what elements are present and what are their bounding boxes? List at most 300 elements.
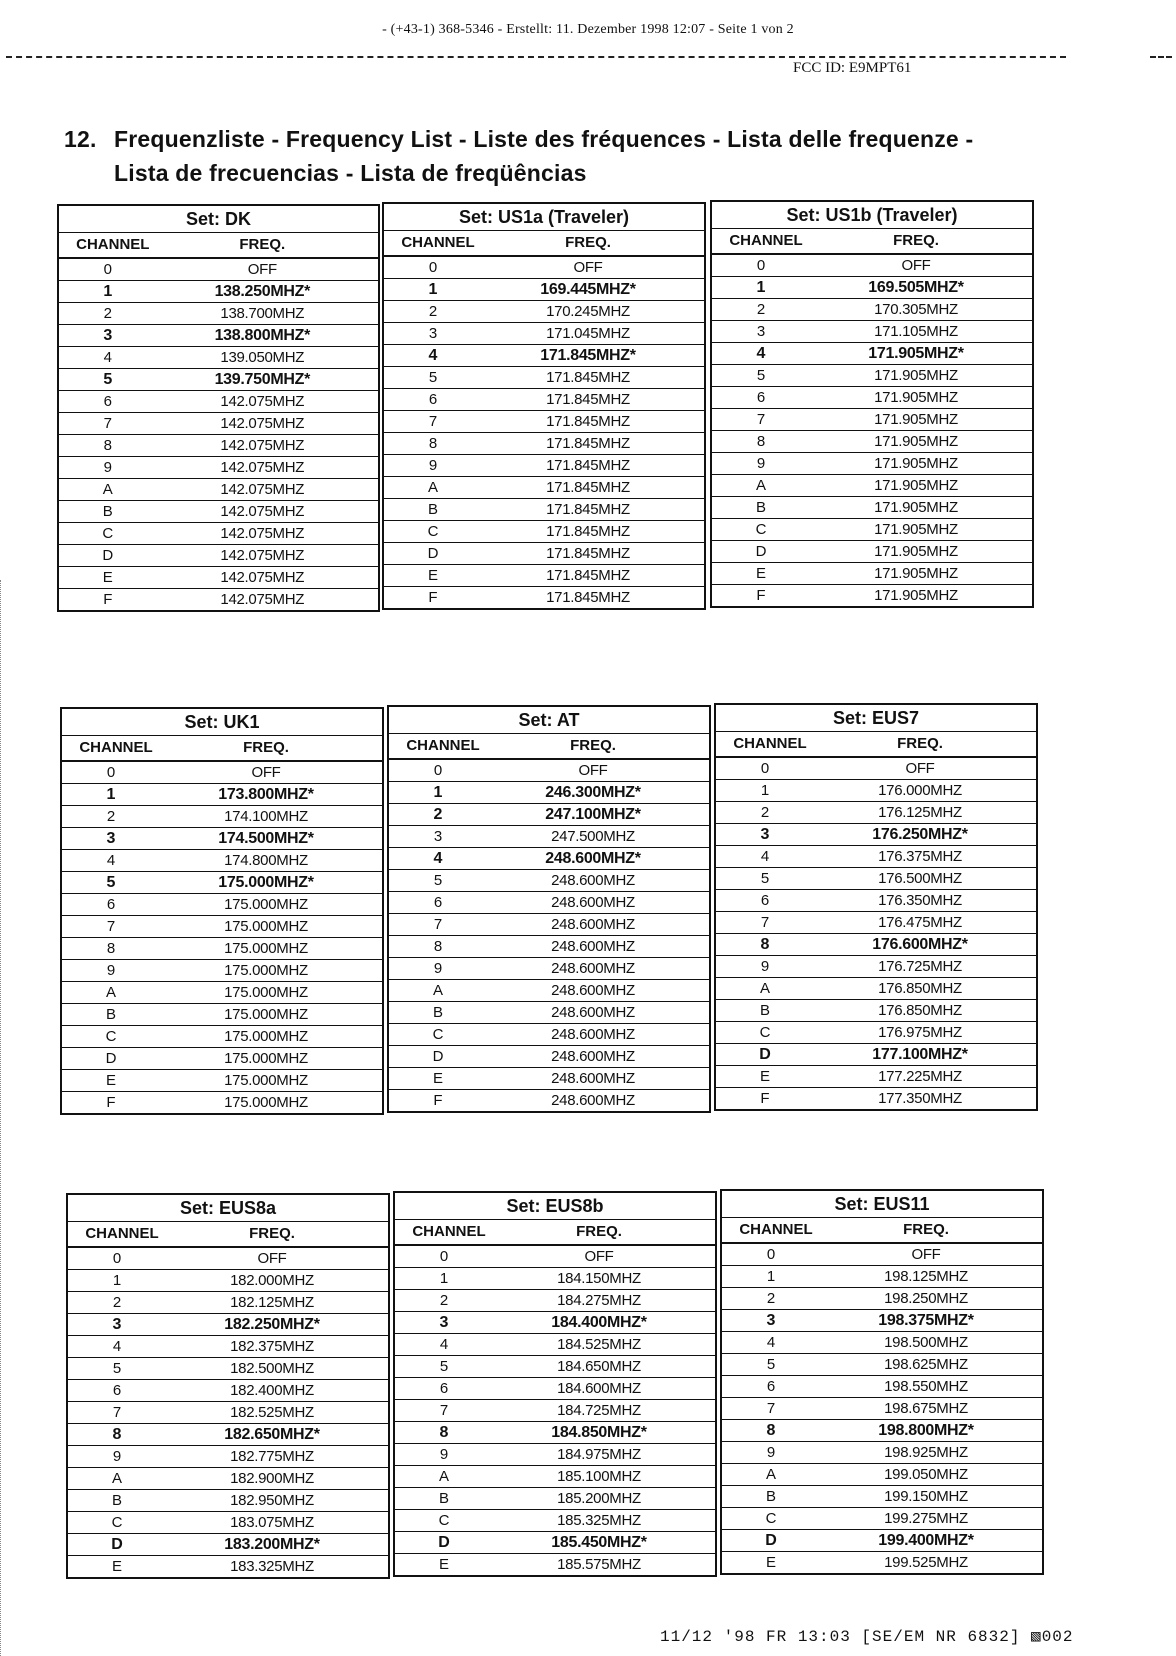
freq-cell: 248.600MHZ (551, 872, 635, 889)
freq-cell: 173.800MHZ* (218, 786, 314, 803)
table-row (712, 299, 1032, 321)
freq-cell: 175.000MHZ* (218, 874, 314, 891)
channel-cell: A (105, 984, 116, 1001)
table-row (716, 890, 1036, 912)
channel-cell: 7 (428, 413, 438, 430)
table-row (716, 780, 1036, 802)
freq-cell: 175.000MHZ (224, 984, 308, 1001)
freq-cell: 185.200MHZ (557, 1490, 641, 1507)
freq-cell: 171.905MHZ (874, 587, 958, 604)
channel-cell: B (765, 1488, 776, 1505)
table-set-title: Set: US1a (Traveler) (384, 204, 704, 231)
channel-cell: E (755, 565, 766, 582)
table-header-row (722, 1218, 1042, 1244)
freq-cell: 177.225MHZ (878, 1068, 962, 1085)
channel-cell: 1 (433, 784, 443, 801)
channel-cell: C (427, 523, 439, 540)
channel-cell: A (759, 980, 770, 997)
table-row (722, 1420, 1042, 1442)
table-set-title: Set: EUS7 (716, 705, 1036, 732)
channel-cell: 0 (756, 257, 766, 274)
table-row (389, 826, 709, 848)
channel-cell: F (103, 591, 113, 608)
channel-cell: 5 (103, 371, 113, 388)
channel-cell: 1 (103, 283, 113, 300)
table-row (59, 457, 378, 479)
table-row (722, 1464, 1042, 1486)
channel-header: CHANNEL (406, 737, 480, 754)
freq-cell: 142.075MHZ (220, 591, 305, 608)
freq-cell: 248.600MHZ (551, 1070, 635, 1087)
section-title-line1 (64, 122, 1144, 156)
freq-cell: OFF (911, 1246, 941, 1263)
table-row (712, 585, 1032, 606)
table-row (62, 1092, 382, 1113)
freq-cell: 185.450MHZ* (551, 1534, 647, 1551)
channel-cell: 1 (112, 1272, 122, 1289)
freq-cell: 248.600MHZ (551, 982, 635, 999)
table-row (389, 1090, 709, 1111)
freq-cell: 138.800MHZ* (214, 327, 310, 344)
freq-cell: 182.125MHZ (230, 1294, 314, 1311)
channel-cell: 0 (433, 762, 443, 779)
freq-cell: 139.050MHZ (220, 349, 305, 366)
dashed-separator-right (1150, 56, 1172, 58)
channel-cell: 3 (428, 325, 438, 342)
freq-cell: 174.500MHZ* (218, 830, 314, 847)
table-row (62, 960, 382, 982)
channel-cell: C (111, 1514, 123, 1531)
channel-header: CHANNEL (79, 739, 153, 756)
channel-cell: A (102, 481, 113, 498)
table-row (68, 1424, 388, 1446)
table-row (389, 848, 709, 870)
freq-cell: 248.600MHZ* (545, 850, 641, 867)
freq-cell: OFF (251, 764, 281, 781)
freq-cell: 182.650MHZ* (224, 1426, 320, 1443)
table-row (716, 1000, 1036, 1022)
table-header-row (68, 1222, 388, 1248)
freq-cell: 171.905MHZ (874, 411, 958, 428)
channel-cell: E (111, 1558, 122, 1575)
channel-cell: 9 (439, 1446, 449, 1463)
channel-header: CHANNEL (733, 735, 807, 752)
freq-cell: OFF (901, 257, 931, 274)
freq-cell: 171.905MHZ (874, 367, 958, 384)
table-row (716, 758, 1036, 780)
freq-cell: OFF (247, 261, 277, 278)
channel-cell: 0 (106, 764, 116, 781)
table-row (722, 1398, 1042, 1420)
freq-cell: 171.905MHZ (874, 521, 958, 538)
freq-cell: 175.000MHZ (224, 1006, 308, 1023)
table-row (712, 387, 1032, 409)
freq-cell: 171.845MHZ (546, 435, 630, 452)
table-row (716, 934, 1036, 956)
table-row (395, 1532, 715, 1554)
table-row (722, 1530, 1042, 1552)
table-row (62, 1048, 382, 1070)
frequency-table (387, 705, 711, 1113)
channel-cell: B (105, 1006, 116, 1023)
table-row (384, 433, 704, 455)
freq-cell: 170.245MHZ (546, 303, 630, 320)
channel-cell: A (765, 1466, 776, 1483)
channel-cell: 0 (428, 259, 438, 276)
channel-cell: A (755, 477, 766, 494)
freq-cell: 177.100MHZ* (872, 1046, 968, 1063)
channel-cell: E (438, 1556, 449, 1573)
channel-cell: 2 (106, 808, 116, 825)
scan-edge (0, 580, 3, 1656)
channel-cell: 3 (112, 1316, 122, 1333)
freq-cell: 171.905MHZ (874, 455, 958, 472)
channel-cell: 9 (760, 958, 770, 975)
channel-cell: 8 (106, 940, 116, 957)
table-row (395, 1554, 715, 1575)
channel-cell: 9 (428, 457, 438, 474)
table-header-row (389, 734, 709, 760)
table-row (395, 1444, 715, 1466)
section-title-line2: Lista de frecuencias - Lista de freqüências (114, 160, 587, 186)
channel-cell: B (111, 1492, 122, 1509)
freq-header: FREQ. (903, 1221, 949, 1238)
channel-cell: B (427, 501, 438, 518)
table-row (395, 1378, 715, 1400)
freq-cell: 184.975MHZ (557, 1446, 641, 1463)
table-row (716, 1066, 1036, 1088)
freq-cell: 198.925MHZ (884, 1444, 968, 1461)
channel-cell: 4 (756, 345, 766, 362)
freq-cell: 171.905MHZ (874, 565, 958, 582)
channel-cell: A (432, 982, 443, 999)
freq-cell: 174.800MHZ (224, 852, 308, 869)
channel-cell: 5 (428, 369, 438, 386)
channel-cell: 4 (760, 848, 770, 865)
table-row (384, 587, 704, 608)
freq-cell: 171.905MHZ (874, 499, 958, 516)
fax-footer: 11/12 '98 FR 13:03 [SE/EM NR 6832] ▧002 (660, 1628, 1074, 1646)
channel-cell: 0 (766, 1246, 776, 1263)
freq-cell: 199.400MHZ* (878, 1532, 974, 1549)
channel-cell: 2 (112, 1294, 122, 1311)
channel-cell: 6 (756, 389, 766, 406)
channel-cell: 8 (103, 437, 112, 454)
channel-cell: 6 (766, 1378, 776, 1395)
table-row (716, 802, 1036, 824)
channel-header: CHANNEL (401, 234, 475, 251)
table-row (384, 323, 704, 345)
channel-cell: 2 (103, 305, 112, 322)
freq-cell: 142.075MHZ (220, 393, 305, 410)
table-row (389, 892, 709, 914)
channel-cell: 3 (106, 830, 116, 847)
table-row (722, 1376, 1042, 1398)
table-row (722, 1266, 1042, 1288)
table-row (395, 1422, 715, 1444)
frequency-table (714, 703, 1038, 1111)
channel-cell: B (438, 1490, 449, 1507)
table-row (59, 369, 378, 391)
channel-cell: D (427, 545, 439, 562)
channel-cell: 2 (760, 804, 770, 821)
freq-cell: 176.375MHZ (878, 848, 962, 865)
channel-cell: 5 (756, 367, 766, 384)
table-row (712, 409, 1032, 431)
freq-cell: 175.000MHZ (224, 1094, 308, 1111)
freq-cell: 171.845MHZ* (540, 347, 636, 364)
freq-header: FREQ. (576, 1223, 622, 1240)
freq-header: FREQ. (239, 236, 286, 253)
channel-cell: 5 (433, 872, 443, 889)
channel-cell: F (106, 1094, 116, 1111)
freq-cell: 198.625MHZ (884, 1356, 968, 1373)
freq-cell: 198.250MHZ (884, 1290, 968, 1307)
channel-cell: 9 (106, 962, 116, 979)
table-row (395, 1400, 715, 1422)
table-row (712, 277, 1032, 299)
freq-cell: 171.845MHZ (546, 589, 630, 606)
freq-cell: 176.850MHZ (878, 980, 962, 997)
freq-cell: 171.045MHZ (546, 325, 630, 342)
freq-cell: 169.505MHZ* (868, 279, 964, 296)
channel-cell: 4 (428, 347, 438, 364)
table-row (59, 589, 378, 610)
table-row (62, 872, 382, 894)
channel-cell: 9 (112, 1448, 122, 1465)
freq-cell: 171.845MHZ (546, 457, 630, 474)
freq-cell: 176.350MHZ (878, 892, 962, 909)
channel-cell: 1 (760, 782, 770, 799)
channel-cell: 2 (766, 1290, 776, 1307)
table-row (59, 501, 378, 523)
freq-cell: 176.975MHZ (878, 1024, 962, 1041)
freq-cell: OFF (573, 259, 603, 276)
channel-cell: 0 (103, 261, 112, 278)
table-set-title: Set: EUS8a (68, 1195, 388, 1222)
channel-cell: 3 (433, 828, 443, 845)
freq-cell: 184.275MHZ (557, 1292, 641, 1309)
freq-cell: 185.100MHZ (557, 1468, 641, 1485)
freq-cell: 184.725MHZ (557, 1402, 641, 1419)
channel-cell: 1 (756, 279, 766, 296)
channel-cell: 2 (433, 806, 443, 823)
freq-cell: 184.150MHZ (557, 1270, 641, 1287)
freq-cell: 184.400MHZ* (551, 1314, 647, 1331)
channel-cell: 9 (756, 455, 766, 472)
channel-cell: 7 (103, 415, 112, 432)
channel-cell: E (759, 1068, 770, 1085)
freq-cell: OFF (257, 1250, 287, 1267)
channel-cell: D (765, 1532, 777, 1549)
channel-cell: C (755, 521, 767, 538)
channel-cell: 2 (439, 1292, 449, 1309)
table-row (59, 325, 378, 347)
channel-header: CHANNEL (729, 232, 803, 249)
channel-cell: 6 (433, 894, 443, 911)
table-row (712, 497, 1032, 519)
channel-cell: B (432, 1004, 443, 1021)
table-row (59, 259, 378, 281)
freq-cell: 176.600MHZ* (872, 936, 968, 953)
channel-cell: 7 (433, 916, 443, 933)
table-row (395, 1268, 715, 1290)
table-row (716, 1088, 1036, 1109)
dashed-separator (6, 56, 1066, 58)
table-row (716, 824, 1036, 846)
section-number: 12. (64, 126, 97, 152)
channel-cell: A (111, 1470, 122, 1487)
table-row (716, 956, 1036, 978)
channel-cell: 6 (103, 393, 112, 410)
table-header-row (712, 229, 1032, 255)
channel-cell: 7 (112, 1404, 122, 1421)
table-header-row (716, 732, 1036, 758)
freq-cell: 248.600MHZ (551, 1026, 635, 1043)
table-row (384, 367, 704, 389)
table-row (68, 1446, 388, 1468)
table-row (389, 870, 709, 892)
table-row (59, 523, 378, 545)
freq-cell: 142.075MHZ (220, 437, 305, 454)
freq-cell: 142.075MHZ (220, 525, 305, 542)
table-row (389, 936, 709, 958)
freq-cell: 199.275MHZ (884, 1510, 968, 1527)
table-row (68, 1512, 388, 1534)
channel-cell: 9 (766, 1444, 776, 1461)
table-row (716, 1022, 1036, 1044)
channel-cell: 1 (766, 1268, 776, 1285)
freq-cell: 138.700MHZ (220, 305, 305, 322)
freq-cell: 248.600MHZ (551, 1048, 635, 1065)
channel-cell: 7 (106, 918, 116, 935)
table-row (59, 303, 378, 325)
channel-header: CHANNEL (85, 1225, 159, 1242)
table-row (62, 894, 382, 916)
table-row (712, 519, 1032, 541)
freq-header: FREQ. (570, 737, 616, 754)
table-row (716, 1044, 1036, 1066)
table-row (712, 431, 1032, 453)
table-row (389, 760, 709, 782)
freq-cell: 171.905MHZ (874, 477, 958, 494)
freq-cell: 182.375MHZ (230, 1338, 314, 1355)
table-row (68, 1248, 388, 1270)
channel-cell: B (755, 499, 766, 516)
table-row (62, 916, 382, 938)
table-row (68, 1490, 388, 1512)
table-row (62, 1070, 382, 1092)
freq-cell: 248.600MHZ (551, 960, 635, 977)
table-row (384, 543, 704, 565)
table-row (68, 1358, 388, 1380)
channel-cell: 3 (439, 1314, 449, 1331)
freq-cell: 174.100MHZ (224, 808, 308, 825)
table-row (716, 868, 1036, 890)
freq-cell: 171.105MHZ (874, 323, 958, 340)
table-row (712, 541, 1032, 563)
freq-cell: 169.445MHZ* (540, 281, 636, 298)
channel-cell: C (105, 1028, 117, 1045)
table-row (722, 1508, 1042, 1530)
channel-cell: 7 (766, 1400, 776, 1417)
table-header-row (62, 736, 382, 762)
frequency-table (393, 1191, 717, 1577)
freq-cell: 182.400MHZ (230, 1382, 314, 1399)
channel-cell: 3 (103, 327, 113, 344)
freq-cell: 171.845MHZ (546, 369, 630, 386)
channel-cell: 8 (433, 938, 443, 955)
channel-cell: 4 (439, 1336, 449, 1353)
freq-cell: 248.600MHZ (551, 1004, 635, 1021)
table-row (62, 850, 382, 872)
freq-cell: 198.375MHZ* (878, 1312, 974, 1329)
frequency-table (710, 200, 1034, 608)
table-row (712, 321, 1032, 343)
channel-cell: 2 (428, 303, 438, 320)
table-row (59, 435, 378, 457)
channel-cell: 6 (428, 391, 438, 408)
channel-cell: C (438, 1512, 450, 1529)
channel-cell: 3 (760, 826, 770, 843)
table-row (59, 281, 378, 303)
freq-cell: 248.600MHZ (551, 916, 635, 933)
table-row (384, 279, 704, 301)
channel-header: CHANNEL (76, 236, 150, 253)
table-row (68, 1556, 388, 1577)
channel-cell: 9 (103, 459, 112, 476)
channel-cell: 5 (760, 870, 770, 887)
table-row (384, 389, 704, 411)
freq-cell: 248.600MHZ (551, 894, 635, 911)
table-row (62, 762, 382, 784)
freq-cell: 138.250MHZ* (214, 283, 310, 300)
table-row (722, 1310, 1042, 1332)
table-row (389, 958, 709, 980)
frequency-table (66, 1193, 390, 1579)
channel-cell: D (438, 1534, 450, 1551)
freq-cell: 184.525MHZ (557, 1336, 641, 1353)
channel-cell: 4 (103, 349, 112, 366)
frequency-table (60, 707, 384, 1115)
channel-cell: 1 (439, 1270, 449, 1287)
table-row (384, 301, 704, 323)
freq-cell: 199.050MHZ (884, 1466, 968, 1483)
freq-cell: 175.000MHZ (224, 1050, 308, 1067)
channel-cell: 3 (766, 1312, 776, 1329)
freq-cell: 182.250MHZ* (224, 1316, 320, 1333)
table-row (389, 1068, 709, 1090)
freq-cell: 182.000MHZ (230, 1272, 314, 1289)
freq-cell: 171.905MHZ (874, 433, 958, 450)
channel-cell: F (760, 1090, 770, 1107)
table-row (62, 1026, 382, 1048)
freq-cell: 175.000MHZ (224, 896, 308, 913)
table-row (395, 1488, 715, 1510)
freq-cell: 198.675MHZ (884, 1400, 968, 1417)
freq-cell: 142.075MHZ (220, 415, 305, 432)
freq-cell: 247.100MHZ* (545, 806, 641, 823)
table-row (59, 545, 378, 567)
freq-cell: 176.475MHZ (878, 914, 962, 931)
freq-cell: 170.305MHZ (874, 301, 958, 318)
frequency-table (382, 202, 706, 610)
freq-cell: 247.500MHZ (551, 828, 635, 845)
channel-cell: 6 (760, 892, 770, 909)
channel-cell: B (759, 1002, 770, 1019)
table-row (389, 1002, 709, 1024)
channel-cell: E (765, 1554, 776, 1571)
